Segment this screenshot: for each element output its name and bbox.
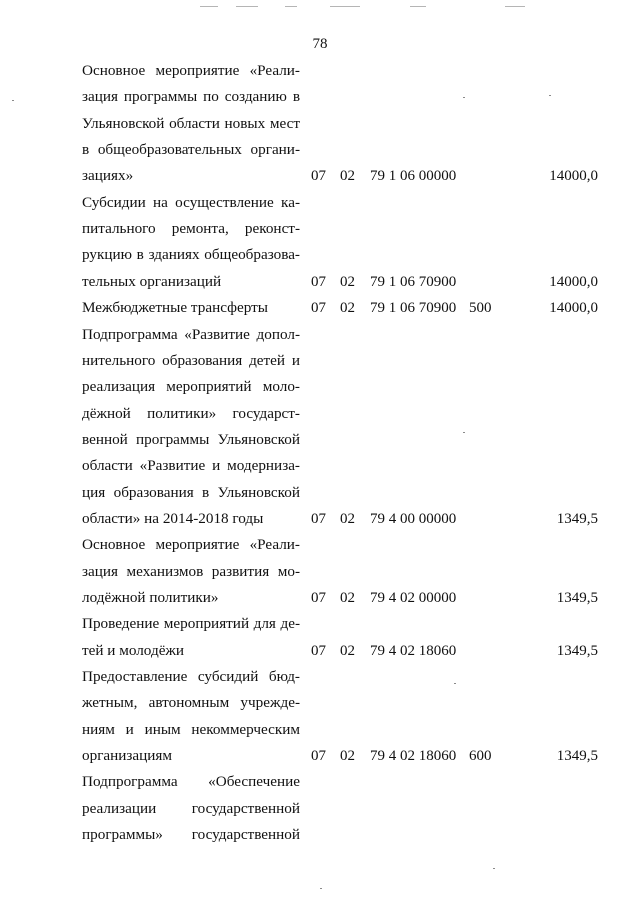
expense-type-code: 600 xyxy=(469,748,492,765)
row-name-line: Подпрограмма «Обеспечение xyxy=(82,773,300,791)
target-article-code: 79 4 02 00000 xyxy=(370,590,457,606)
target-article-code: 79 1 06 00000 xyxy=(370,168,457,185)
row-name-line: Подпрограмма «Развитие допол- xyxy=(82,325,300,343)
scan-artifact xyxy=(200,6,218,7)
subsection-code: 02 xyxy=(340,168,355,185)
scan-speck xyxy=(549,95,551,96)
target-article-code: 79 4 02 18060 xyxy=(370,642,457,659)
scan-artifact xyxy=(285,6,297,7)
section-code: 07 xyxy=(311,642,326,659)
scan-artifact xyxy=(505,6,525,7)
subsection-code: 02 xyxy=(340,748,355,765)
scan-artifact xyxy=(236,6,258,7)
row-name-line: реализации государственной xyxy=(82,799,300,817)
row-name-line: в общеобразовательных органи- xyxy=(82,141,300,159)
section-code: 07 xyxy=(311,300,326,317)
scan-speck xyxy=(12,100,14,101)
row-name-line: венной программы Ульяновской xyxy=(82,430,300,448)
row-name-line: лодёжной политики» xyxy=(82,589,219,606)
row-name-line: организациям xyxy=(82,747,173,765)
scan-speck xyxy=(463,97,465,98)
amount-value: 14000,0 xyxy=(549,300,598,317)
scan-speck xyxy=(454,683,456,684)
section-code: 07 xyxy=(311,273,326,290)
row-name-line: области» на 2014-2018 годы xyxy=(82,509,264,527)
row-name-line: тей и молодёжи xyxy=(82,641,185,659)
amount-value: 1349,5 xyxy=(556,590,598,606)
row-name-line: Основное мероприятие «Реали- xyxy=(82,62,300,79)
row-name-line: Субсидии на осуществление ка- xyxy=(82,193,300,211)
row-name-line: Межбюджетные трансферты xyxy=(82,299,268,317)
row-name-line: зациях» xyxy=(82,167,134,185)
row-name-line: программы» государственной xyxy=(82,826,300,844)
section-code: 07 xyxy=(311,168,326,185)
row-name-line: зация программы по созданию в xyxy=(82,88,300,106)
row-name-line: дёжной политики» государст- xyxy=(82,404,300,422)
target-article-code: 79 1 06 70900 xyxy=(370,300,457,317)
row-name-line: Проведение мероприятий для де- xyxy=(82,615,300,633)
target-article-code: 79 4 00 00000 xyxy=(370,510,457,527)
target-article-code: 79 4 02 18060 xyxy=(370,748,457,765)
amount-value: 1349,5 xyxy=(556,748,598,765)
subsection-code: 02 xyxy=(340,273,355,290)
row-name-line: тельных организаций xyxy=(82,272,222,290)
row-name-line: реализация мероприятий моло- xyxy=(82,378,300,396)
row-name-line: Ульяновской области новых мест xyxy=(82,114,300,132)
scan-speck xyxy=(320,888,322,889)
row-name-line: зация механизмов развития мо- xyxy=(82,562,300,580)
target-article-code: 79 1 06 70900 xyxy=(370,273,457,290)
row-name-line: жетным, автономным учрежде- xyxy=(82,694,300,712)
subsection-code: 02 xyxy=(340,510,355,527)
subsection-code: 02 xyxy=(340,300,355,317)
amount-value: 14000,0 xyxy=(549,273,598,290)
row-name-line: ниям и иным некоммерческим xyxy=(82,720,300,738)
scan-speck xyxy=(493,868,495,869)
row-name-line: нительного образования детей и xyxy=(82,351,300,369)
subsection-code: 02 xyxy=(340,590,355,606)
row-name-line: питального ремонта, реконст- xyxy=(82,220,300,238)
page-number: 78 xyxy=(312,36,328,52)
scan-artifact xyxy=(410,6,426,7)
scan-speck xyxy=(463,432,465,433)
expense-type-code: 500 xyxy=(469,300,492,317)
amount-value: 1349,5 xyxy=(556,510,598,527)
amount-value: 14000,0 xyxy=(549,168,598,185)
amount-value: 1349,5 xyxy=(556,642,598,659)
section-code: 07 xyxy=(311,590,326,606)
row-name-line: Предоставление субсидий бюд- xyxy=(82,668,300,686)
section-code: 07 xyxy=(311,748,326,765)
row-name-line: области «Развитие и модерниза- xyxy=(82,457,300,475)
row-name-line: ция образования в Ульяновской xyxy=(82,483,300,501)
scan-artifact xyxy=(330,6,360,7)
row-name-line: Основное мероприятие «Реали- xyxy=(82,536,300,554)
section-code: 07 xyxy=(311,510,326,527)
row-name-line: рукцию в зданиях общеобразова- xyxy=(82,246,300,264)
subsection-code: 02 xyxy=(340,642,355,659)
